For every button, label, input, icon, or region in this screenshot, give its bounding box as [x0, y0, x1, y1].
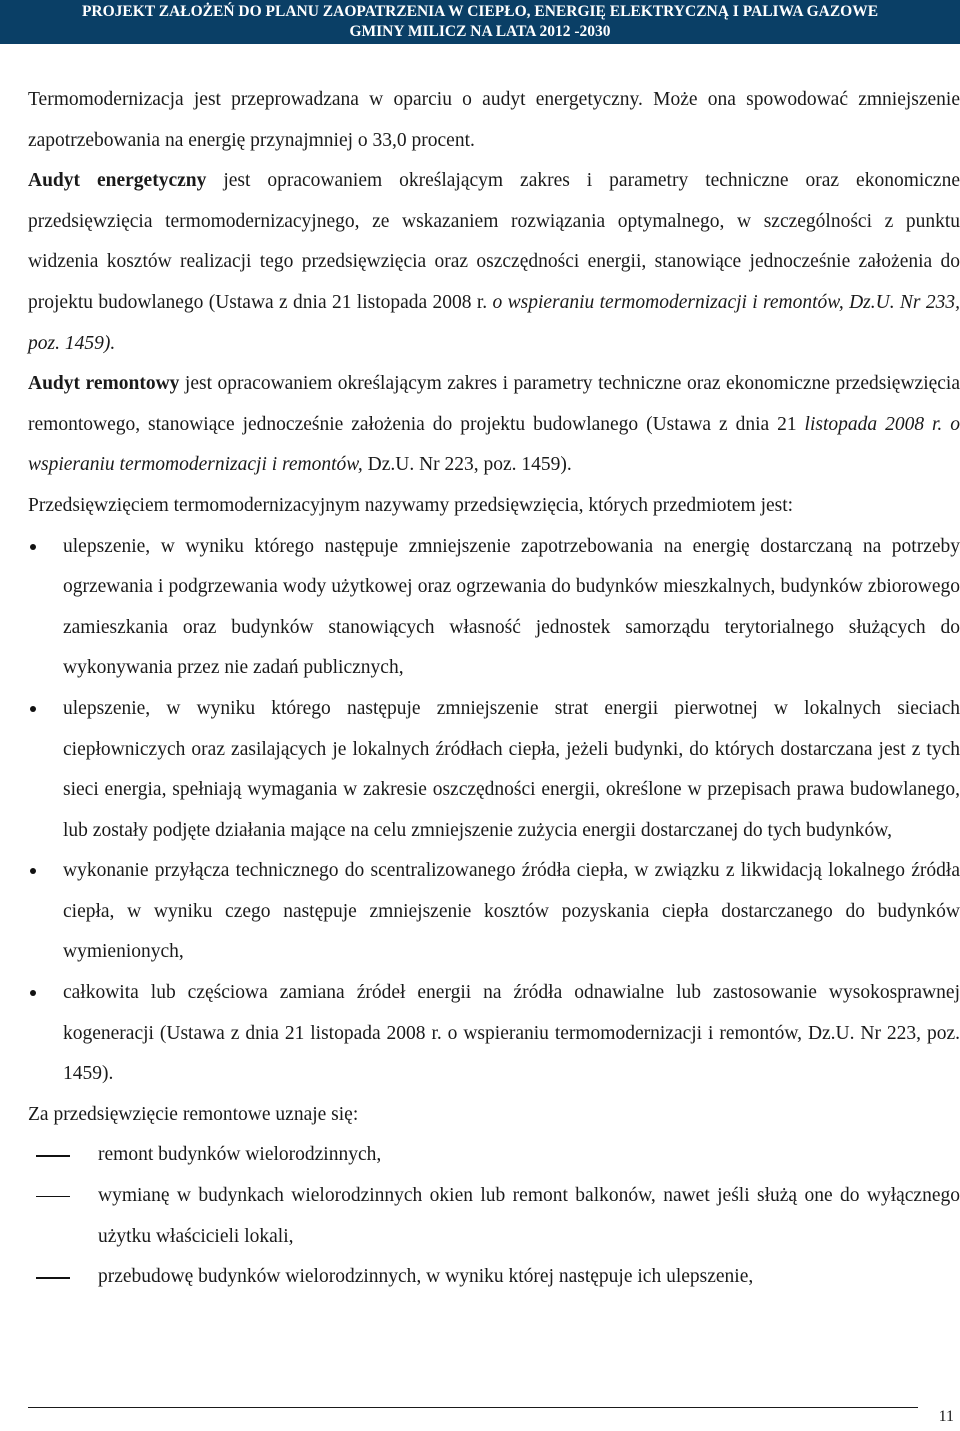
- list-item: całkowita lub częściowa zamiana źródeł energii na źródła odnawialne lub zastosowanie wysokosprawnej kogeneracji (Ustawa z dnia 21 listopada 2008 r. o wspieraniu termomodernizacji i remontów, Dz.U. Nr 223, poz. 1459).: [63, 973, 960, 1095]
- definition-text: jest opracowaniem określającym zakres i parametry techniczne oraz ekonomiczne przedsięwzięcia termomodernizacyjnego, ze wskazaniem rozwiązania optymalnego, w szczególności z punktu widzenia kosztów realizacji tego przedsięwzięcia oraz oszczędności energii, stanowiące jednocześnie założenia do projektu budowlanego (Ustawa z dnia 21 listopada 2008 r.: [28, 170, 960, 313]
- list-item: wykonanie przyłącza technicznego do scentralizowanego źródła ciepła, w związku z likwidacją lokalnego źródła ciepła, w wyniku czego następuje zmniejszenie kosztów pozyskania ciepła dostarczanego do budynków wymienionych,: [63, 851, 960, 973]
- list-item: przebudowę budynków wielorodzinnych, w wyniku której następuje ich ulepszenie,: [98, 1257, 960, 1298]
- list-item: wymianę w budynkach wielorodzinnych okien lub remont balkonów, nawet jeśli służą one do wyłącznego użytku właścicieli lokali,: [98, 1176, 960, 1257]
- document-body: [28, 80, 960, 1298]
- page-number: 11: [938, 1408, 954, 1425]
- list-item: remont budynków wielorodzinnych,: [98, 1135, 960, 1176]
- document-header: [0, 0, 960, 44]
- term-audyt-energetyczny: Audyt energetyczny: [28, 170, 207, 192]
- legal-reference: o wspieraniu termomodernizacji i remontów, Dz.U. Nr 233, poz. 1459).: [28, 291, 960, 354]
- paragraph-intro: Termomodernizacja jest przeprowadzana w oparciu o audyt energetyczny. Może ona spowodować zmniejszenie zapotrzebowania na energię przynajmniej o 33,0 procent.: [28, 89, 960, 151]
- footer-divider: [28, 1407, 918, 1408]
- paragraph-audyt-remontowy: [28, 364, 960, 486]
- paragraph-przedsiewziecie-intro: Przedsięwzięciem termomodernizacyjnym nazywamy przedsięwzięcia, których przedmiotem jest:: [28, 494, 794, 516]
- term-audyt-remontowy: Audyt remontowy: [28, 373, 180, 395]
- definition-text: jest opracowaniem określającym zakres i parametry techniczne oraz ekonomiczne przedsięwzięcia remontowego, stanowiące jednocześnie założenia do projektu budowlanego (Ustawa z dnia 21: [28, 373, 960, 435]
- legal-reference: listopada 2008 r. o wspieraniu termomodernizacji i remontów,: [28, 413, 960, 476]
- paragraph-remontowe-intro: Za przedsięwzięcie remontowe uznaje się:: [28, 1103, 359, 1125]
- header-subtitle: GMINY MILICZ NA LATA 2012 -2030: [349, 23, 611, 40]
- list-item: ulepszenie, w wyniku którego następuje zmniejszenie strat energii pierwotnej w lokalnych sieciach ciepłowniczych oraz zasilających je lokalnych źródłach ciepła, jeżeli budynki, do których dostarczana jest z tych sieci energia, spełniają wymagania w zakresie oszczędności energii, określone w przepisach prawa budowlanego, lub zostały podjęte działania mające na celu zmniejszenie zużycia energii dostarczanej do tych budynków,: [63, 689, 960, 851]
- dash-list: [28, 1135, 960, 1297]
- paragraph-audyt-energetyczny: [28, 161, 960, 364]
- header-title: PROJEKT ZAŁOŻEŃ DO PLANU ZAOPATRZENIA W CIEPŁO, ENERGIĘ ELEKTRYCZNĄ I PALIWA GAZOWE: [81, 3, 879, 20]
- list-item: ulepszenie, w wyniku którego następuje zmniejszenie zapotrzebowania na energię dostarczaną na potrzeby ogrzewania i podgrzewania wody użytkowej oraz ogrzewania do budynków mieszkalnych, budynków zbiorowego zamieszkania oraz budynków stanowiących własność jednostek samorządu terytorialnego służących do wykonywania przez nie zadań publicznych,: [63, 527, 960, 689]
- legal-reference-tail: Dz.U. Nr 223, poz. 1459).: [362, 454, 572, 476]
- bullet-list: [28, 527, 960, 1095]
